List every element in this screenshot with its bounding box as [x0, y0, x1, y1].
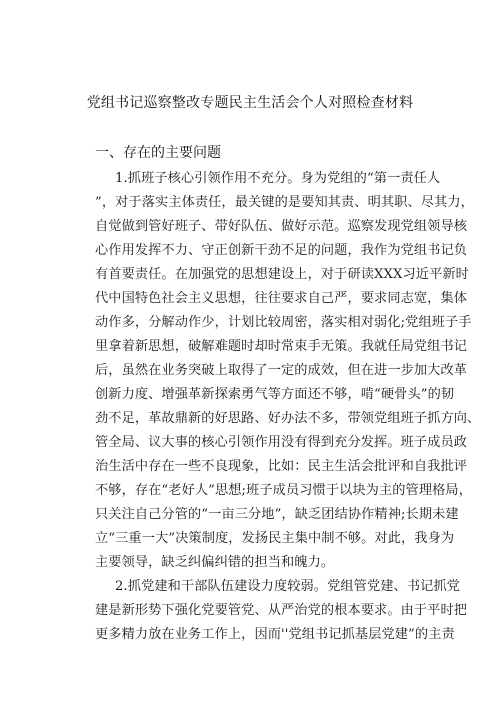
paragraph-line: 不够，存在“老好人”思想;班子成员习惯于以块为主的管理格局， — [95, 483, 472, 498]
paragraph-line: 主要领导，缺乏纠偏纠错的担当和魄力。 — [95, 555, 335, 570]
paragraph-line: 里拿着新思想，破解难题时却时常束手无策。我就任局党组书记 — [95, 339, 468, 354]
paragraph-line: 代中国特色社会主义思想，往往要求自己严，要求同志宽，集体 — [95, 291, 468, 306]
paragraph-line: 劲不足，革故鼎新的好思路、好办法不多，带领党组班子抓方向、 — [95, 411, 481, 426]
paragraph-line: 立“三重一大”决策制度，发扬民主集中制不够。对此，我身为 — [95, 531, 455, 546]
document-title: 党组书记巡察整改专题民主生活会个人对照检查材料 — [86, 95, 414, 111]
paragraph-line: 创新力度、增强革新探索勇气等方面还不够，啃“硬骨头”的韧 — [95, 387, 455, 402]
paragraph-line: 建是新形势下强化党要管党、从严治党的根本要求。由于平时把 — [95, 603, 468, 618]
paragraph-line: 管全局、议大事的核心引领作用没有得到充分发挥。班子成员政 — [95, 435, 468, 450]
paragraph-line: 有首要责任。在加强党的思想建设上，对于研读XXX习近平新时 — [95, 267, 469, 282]
paragraph-line: 后，虽然在业务突破上取得了一定的成效，但在进一步加大改革 — [95, 363, 468, 378]
paragraph-line: 治生活中存在一些不良现象，比如：民主生活会批评和自我批评 — [95, 459, 468, 474]
paragraph-line: 2.抓党建和干部队伍建设力度较弱。党组管党建、书记抓党 — [115, 579, 460, 594]
paragraph-line: 1.抓班子核心引领作用不充分。身为党组的“第一责任人 — [115, 171, 441, 186]
paragraph-line: ”，对于落实主体责任，最关键的是要知其责、明其职、尽其力， — [95, 195, 474, 210]
paragraph-line: 更多精力放在业务工作上，因而''党组书记抓基层党建”的主责 — [95, 627, 455, 642]
section-heading: 一、存在的主要问题 — [95, 145, 221, 161]
paragraph-line: 动作多，分解动作少，计划比较周密，落实相对弱化;党组班子手 — [95, 315, 472, 330]
paragraph-line: 心作用发挥不力、守正创新干劲不足的问题，我作为党组书记负 — [95, 243, 468, 258]
paragraph-line: 只关注自己分管的“一亩三分地”，缺乏团结协作精神;长期未建 — [95, 507, 459, 522]
paragraph-line: 自觉做到管好班子、带好队伍、做好示范。巡察发现党组领导核 — [95, 219, 468, 234]
